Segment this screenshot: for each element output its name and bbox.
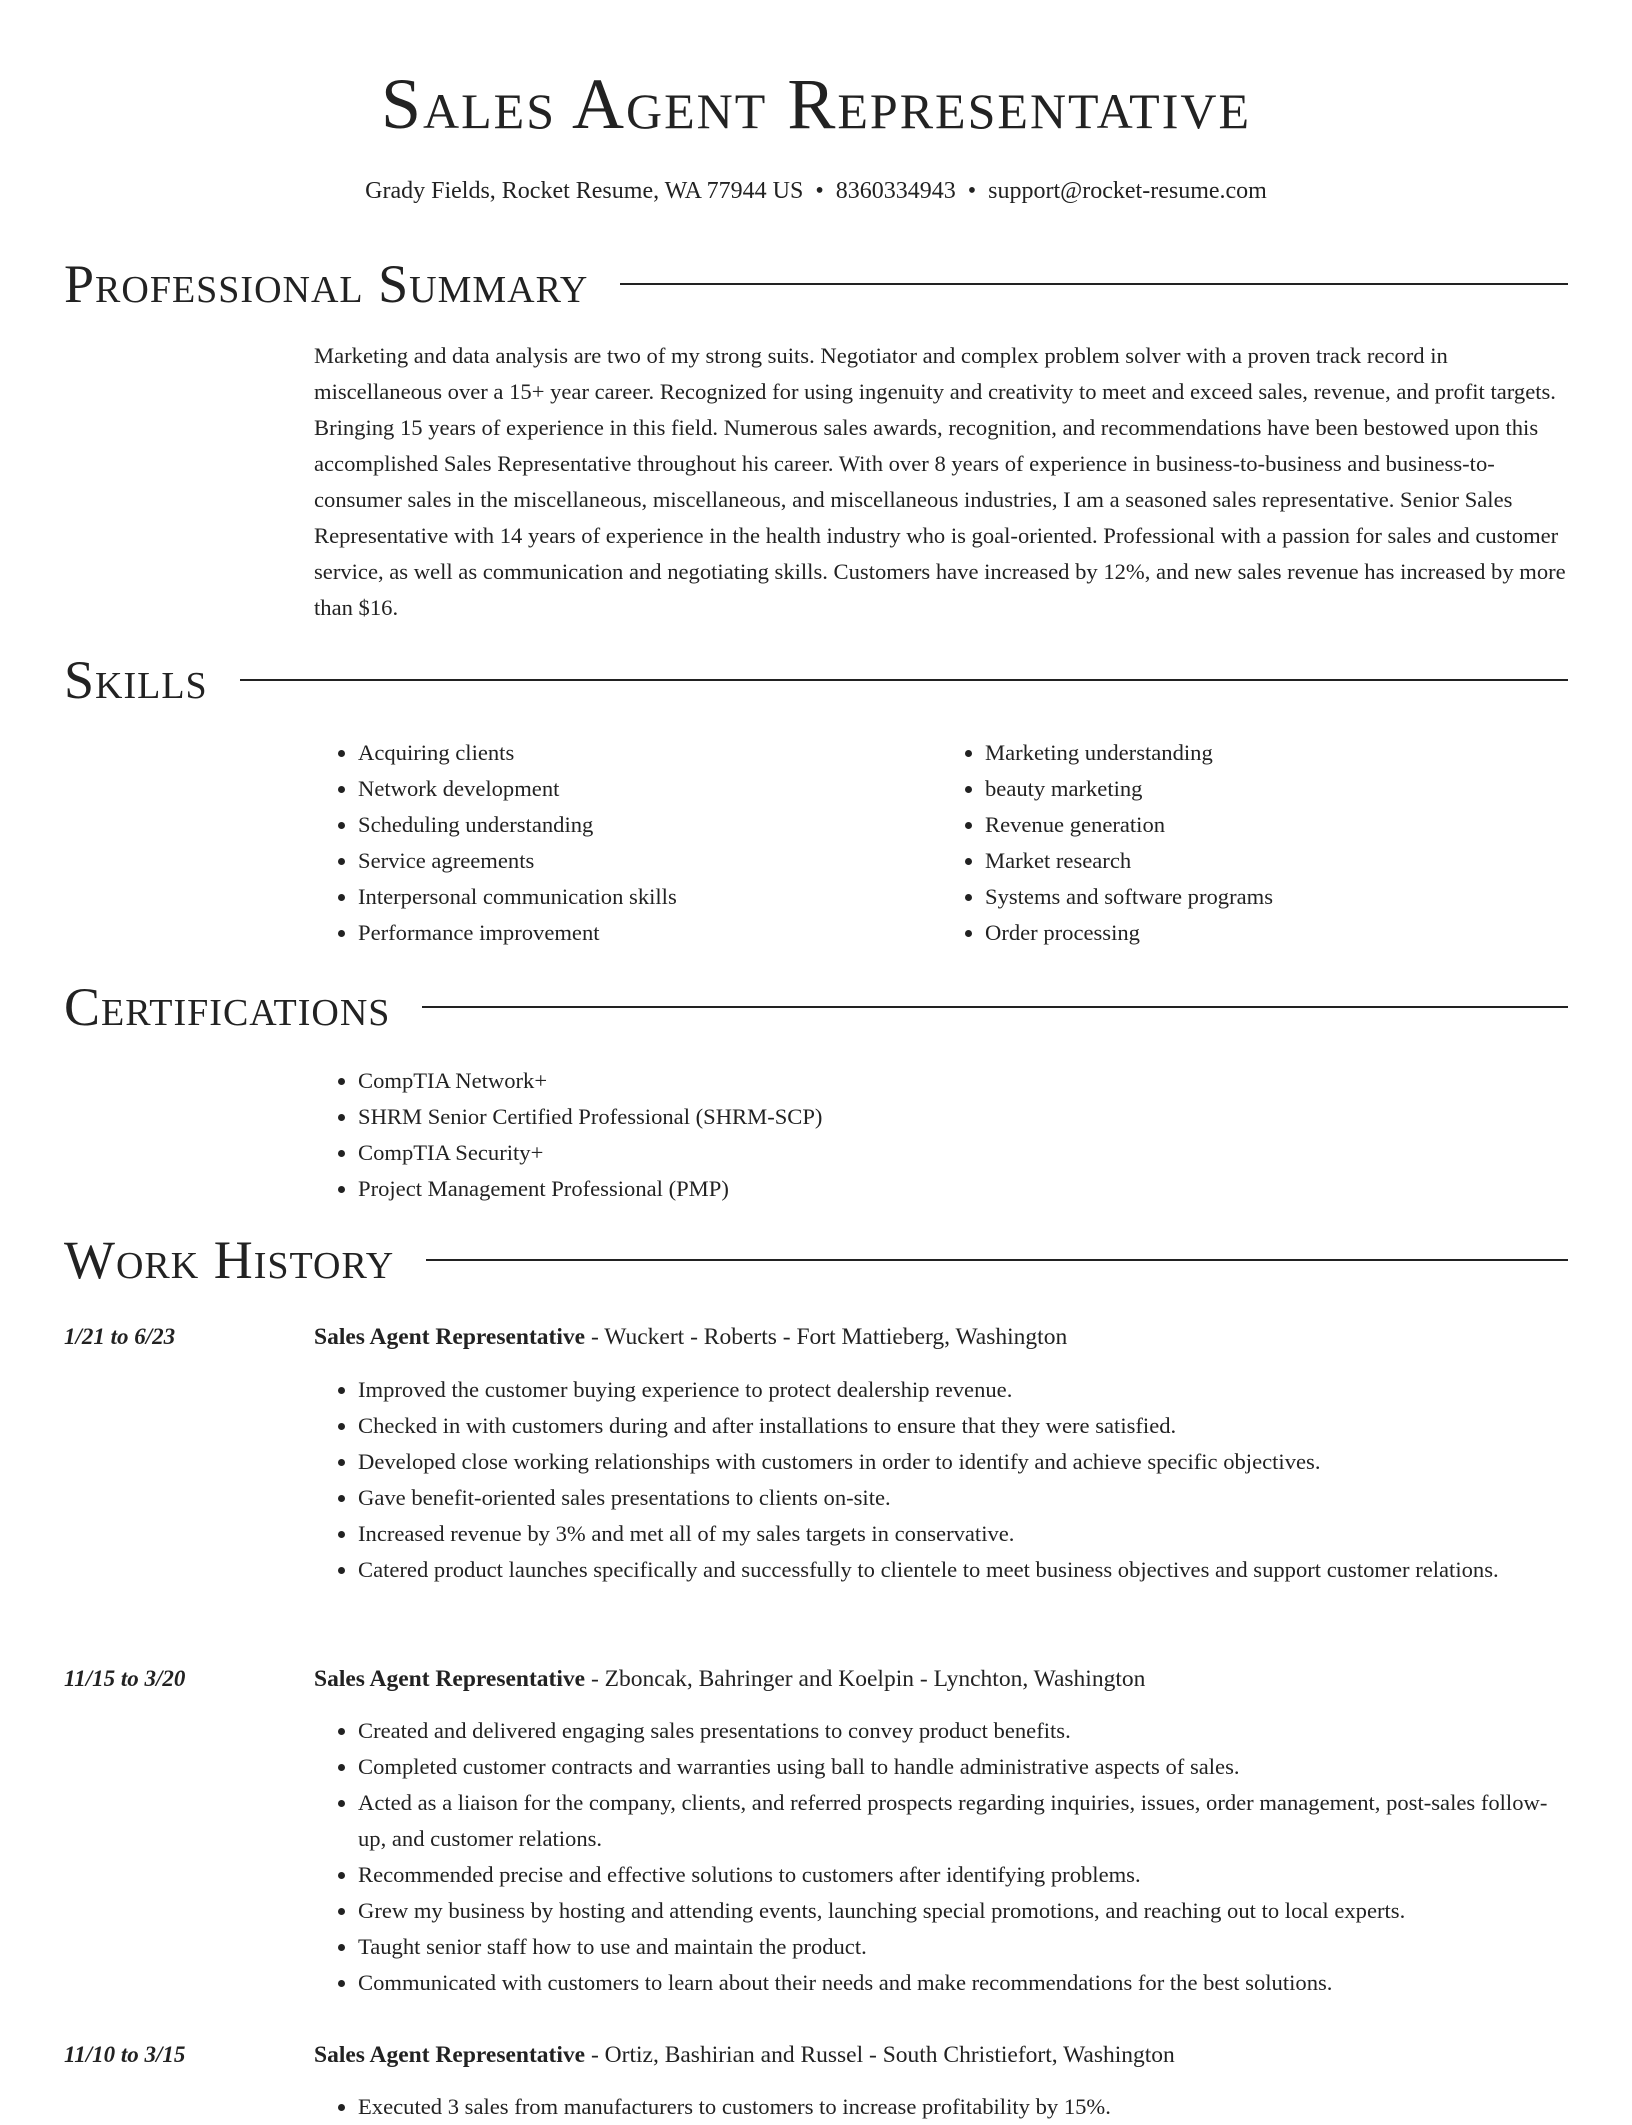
job-bullets [314, 1713, 1568, 2001]
certifications-section-header [64, 975, 1568, 1039]
certification-item: • SHRM Senior Certified Professional (SHRM-SCP) [358, 1099, 1568, 1135]
skills-heading: Skills [64, 650, 208, 710]
job-bullet: • Improved the customer buying experience to protect dealership revenue. [358, 1372, 1568, 1408]
job-role: Sales Agent Representative [314, 1324, 586, 1350]
job-bullet: • Checked in with customers during and after installations to ensure that they were satisfied. [358, 1408, 1568, 1444]
skills-list [314, 735, 1568, 951]
certifications-list [314, 1063, 1568, 1207]
job-bullet: • Grew my business by hosting and attending events, launching special promotions, and reaching out to local experts. [358, 1893, 1568, 1929]
certification-item: • Project Management Professional (PMP) [358, 1171, 1568, 1207]
contact-address: Grady Fields, Rocket Resume, WA 77944 US [365, 178, 804, 204]
job-role: Sales Agent Representative [314, 1666, 586, 1692]
job-bullet: • Completed customer contracts and warranties using ball to handle administrative aspects of sales. [358, 1749, 1568, 1785]
skill-item: • Revenue generation [985, 807, 1568, 843]
contact-email: support@rocket-resume.com [988, 178, 1267, 204]
section-divider [620, 283, 1568, 285]
job-bullet: • Acted as a liaison for the company, clients, and referred prospects regarding inquiries, issues, order management, post-sales follow-up, and customer relations. [358, 1785, 1568, 1857]
job-details: - Ortiz, Bashirian and Russel - South Christiefort, Washington [585, 2042, 1175, 2068]
job-bullet: • Taught senior staff how to use and maintain the product. [358, 1929, 1568, 1965]
job-bullet: • Created and delivered engaging sales presentations to convey product benefits. [358, 1713, 1568, 1749]
skills-section-header [64, 648, 1568, 712]
skill-item: • Market research [985, 843, 1568, 879]
job-header [314, 1661, 1145, 1697]
job-dates: 11/10 to 3/15 [64, 2042, 186, 2067]
job-role: Sales Agent Representative [314, 2042, 586, 2068]
section-divider [426, 1259, 1568, 1261]
skill-item: • Interpersonal communication skills [358, 879, 941, 915]
job-header [314, 1319, 1067, 1355]
contact-separator: • [967, 178, 977, 204]
summary-section-header [64, 252, 1568, 316]
skill-item: • Acquiring clients [358, 735, 941, 771]
skill-item: • Performance improvement [358, 915, 941, 951]
work-section-header [64, 1228, 1568, 1292]
resume-title: Sales Agent Representative [380, 64, 1252, 144]
section-divider [422, 1006, 1568, 1008]
skill-item: • Marketing understanding [985, 735, 1568, 771]
certification-item: • CompTIA Network+ [358, 1063, 1568, 1099]
job-bullet: • Communicated with customers to learn about their needs and make recommendations for the best solutions. [358, 1965, 1568, 2001]
contact-phone: 8360334943 [835, 178, 956, 204]
job-dates: 11/15 to 3/20 [64, 1666, 186, 1691]
job-details: - Zboncak, Bahringer and Koelpin - Lynchton, Washington [585, 1666, 1146, 1692]
job-bullet: • Gave benefit-oriented sales presentations to clients on-site. [358, 1480, 1568, 1516]
work-heading: Work History [64, 1230, 395, 1290]
skills-column-left [314, 735, 941, 951]
skill-item: • Scheduling understanding [358, 807, 941, 843]
job-bullets [314, 1372, 1568, 1588]
section-divider [240, 679, 1568, 681]
certification-item: • CompTIA Security+ [358, 1135, 1568, 1171]
job-dates: 1/21 to 6/23 [64, 1324, 176, 1349]
skills-column-right [941, 735, 1568, 951]
job-details: - Wuckert - Roberts - Fort Mattieberg, Washington [585, 1324, 1068, 1350]
contact-line [64, 174, 1568, 208]
summary-heading: Professional Summary [64, 254, 589, 314]
contact-separator: • [815, 178, 824, 204]
job-header [314, 2037, 1175, 2073]
skill-item: • beauty marketing [985, 771, 1568, 807]
skill-item: • Network development [358, 771, 941, 807]
certifications-heading: Certifications [64, 977, 391, 1037]
job-bullet: • Catered product launches specifically and successfully to clientele to meet business objectives and support customer relations. [358, 1552, 1568, 1588]
job-bullets [314, 2089, 1568, 2125]
skill-item: • Systems and software programs [985, 879, 1568, 915]
job-bullet: • Developed close working relationships with customers in order to identify and achieve specific objectives. [358, 1444, 1568, 1480]
skill-item: • Order processing [985, 915, 1568, 951]
certifications-bullets [314, 1063, 1568, 1207]
summary-text: Marketing and data analysis are two of my strong suits. Negotiator and complex problem solver with a proven track record in miscellaneous over a 15+ year career. Recognized for using ingenuity and creativity to meet and exceed sales, revenue, and profit targets. Bringing 15 years of experience in this field. Numerous sales awards, recognition, and recommendations have been bestowed upon this accomplished Sales Representative throughout his career. With over 8 years of experience in business-to-business and business-to-consumer sales in the miscellaneous, miscellaneous, and miscellaneous industries, I am a seasoned sales representative. Senior Sales Representative with 14 years of experience in the health industry who is goal-oriented. Professional with a passion for sales and customer service, as well as communication and negotiating skills. Customers have increased by 12%, and new sales revenue has increased by more than $16. [314, 343, 1566, 620]
skill-item: • Service agreements [358, 843, 941, 879]
job-bullet: • Executed 3 sales from manufacturers to customers to increase profitability by 15%. [358, 2089, 1568, 2125]
job-bullet: • Recommended precise and effective solutions to customers after identifying problems. [358, 1857, 1568, 1893]
job-bullet: • Increased revenue by 3% and met all of my sales targets in conservative. [358, 1516, 1568, 1552]
